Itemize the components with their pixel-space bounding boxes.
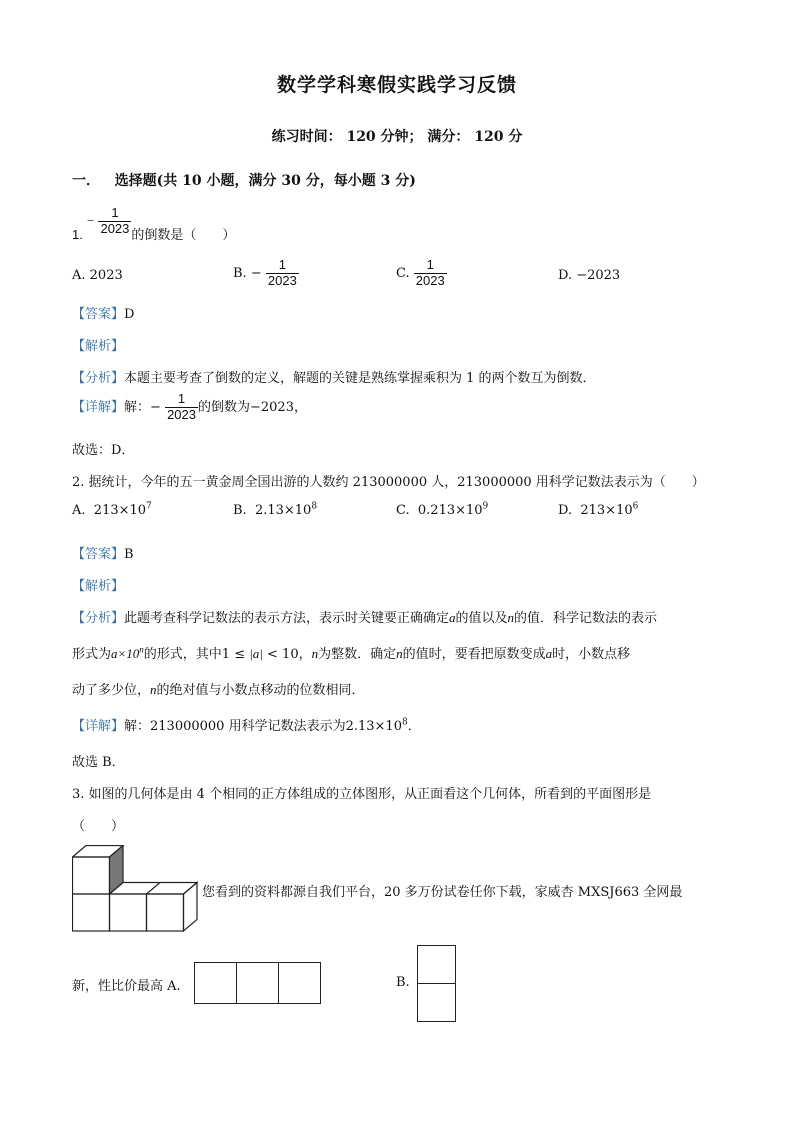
option-a-label: A. [167,979,181,994]
exponent: 7 [146,501,152,512]
fraction [165,392,198,423]
exponent: n [139,644,144,655]
answer-line [72,543,134,562]
watermark-line-2 [72,975,181,994]
page-title: 数学学科寒假实践学习反馈 [276,74,517,96]
negative-sign: − [250,265,262,281]
square [194,962,237,1004]
detail-text: 解：− [124,399,161,415]
fraction-denominator: 2023 [167,406,196,422]
option-b [233,258,299,289]
fraction-numerator: 1 [426,257,434,272]
square [417,983,456,1022]
cube-face-top [73,857,110,894]
section-label: 一． [72,173,100,189]
fraction-denominator: 2023 [100,220,130,236]
answer-value: D [124,307,135,322]
exam-info: 练习时间： 120 分钟； 满分： 120 分 [271,129,523,145]
square [278,962,321,1004]
option-c [396,503,488,518]
analysis-line [72,367,596,386]
text: 此题考查科学记数法的表示方法，表示时关键要正确确定 [124,611,450,626]
cube-side-right [184,883,198,932]
exponent: 8 [401,717,408,728]
square [236,962,279,1004]
exponent: 9 [482,501,489,512]
exponent: 6 [632,501,639,512]
fenxi-tag: 【分析】 [72,611,125,626]
option-label: C. [396,265,410,281]
variable-n: n [396,646,403,661]
option-d [558,503,638,518]
formula: a×10 [111,646,140,661]
conclusion: 故选：D． [72,443,135,458]
question-1 [72,205,236,243]
question-stem: 的倒数是（ ） [131,227,236,243]
watermark-text: 新，性比价最高 [72,979,164,994]
detail-text-suffix: 的倒数为−2023， [197,399,307,415]
detail-tag: 【详解】 [72,399,125,415]
option-label: D. [558,503,573,518]
option-value: 213×10 [93,503,147,518]
text: 时，小数点移 [552,647,631,662]
fraction [98,206,131,237]
option-label: B. [233,265,247,281]
option-label: A. [72,503,86,518]
analysis-tag: 【解析】 [72,579,125,594]
option-b [233,503,317,518]
option-a: A. 2023 [72,268,123,283]
exponent: 8 [311,501,318,512]
variable-a: a [449,610,456,625]
answer-tag: 【答案】 [72,547,125,562]
fraction-numerator: 1 [177,391,186,406]
text: ． [407,719,421,734]
text: < 10， [267,647,312,662]
abs-a: |a| [249,646,263,661]
detail-line [72,392,307,423]
text: 的值．科学记数法的表示 [514,611,658,626]
cube-solid-figure [72,845,202,933]
question-3-blank: （ ） [72,819,125,834]
question-number: 1. [72,226,83,242]
option-d: D. −2023 [558,268,621,283]
fenxi-tag: 【分析】 [72,371,125,386]
analysis-tag: 【解析】 [72,339,125,354]
option-value: 0.213×10 [417,503,483,518]
option-c [396,258,447,289]
analysis-line-3 [72,679,365,698]
option-label: B. [233,503,247,518]
detail-value: 2.13×10 [345,719,402,734]
option-value: 2.13×10 [254,503,312,518]
fraction [414,258,447,289]
text: 的绝对值与小数点移动的位数相同． [156,683,365,698]
fraction-numerator: 1 [111,205,119,220]
detail-tag: 【详解】 [72,719,125,734]
text: 为整数．确定 [318,647,397,662]
detail-text: 解：213000000 用科学记数法表示为 [124,719,346,734]
cube-side-shaded [110,846,124,895]
option-value: 213×10 [580,503,633,518]
variable-a: a [545,646,553,661]
analysis-line-2 [72,643,630,662]
watermark-line-1: 您看到的资料都源自我们平台，20 多万份试卷任你下载，家威杏 MXSJ663 全网最 [202,885,683,900]
fraction-denominator: 2023 [415,272,445,288]
answer-line [72,303,134,322]
section-title: 选择题(共 10 小题，满分 30 分，每小题 3 分) [114,173,416,189]
option-b-label: B. [396,975,410,990]
variable-n: n [150,682,157,697]
cube-face-bottom-right [147,894,184,931]
answer-value: B [124,547,134,562]
cube-face-bottom-mid [110,894,147,931]
text: 的值时，要看把原数变成 [402,647,546,662]
fraction-numerator: 1 [278,257,286,272]
text: 的形式，其中1 ≤ [143,647,246,662]
fraction [266,258,299,289]
conclusion: 故选 B． [72,755,125,770]
fenxi-text: 本题主要考查了倒数的定义，解题的关键是熟练掌握乘积为 1 的两个数互为倒数． [124,371,596,386]
text: 的值以及 [455,611,508,626]
text: 形式为 [72,647,112,662]
variable-n: n [311,646,319,661]
option-a [72,503,152,518]
cube-face-bottom-left [73,894,110,931]
text: 动了多少位， [72,683,151,698]
analysis-line-1 [72,607,657,626]
fraction-denominator: 2023 [267,272,297,288]
option-label: C. [396,503,410,518]
detail-line [72,715,421,734]
question-3: 3. 如图的几何体是由 4 个相同的正方体组成的立体图形，从正面看这个几何体，所看到的平面图形是 [72,787,652,802]
answer-tag: 【答案】 [72,307,125,322]
variable-n: n [507,610,515,625]
question-2: 2. 据统计，今年的五一黄金周全国出游的人数约 213000000 人，213000000 用科学记数法表示为（ ） [72,475,705,490]
negative-sign: − [86,212,95,228]
square [417,945,456,984]
section-heading [72,170,416,190]
